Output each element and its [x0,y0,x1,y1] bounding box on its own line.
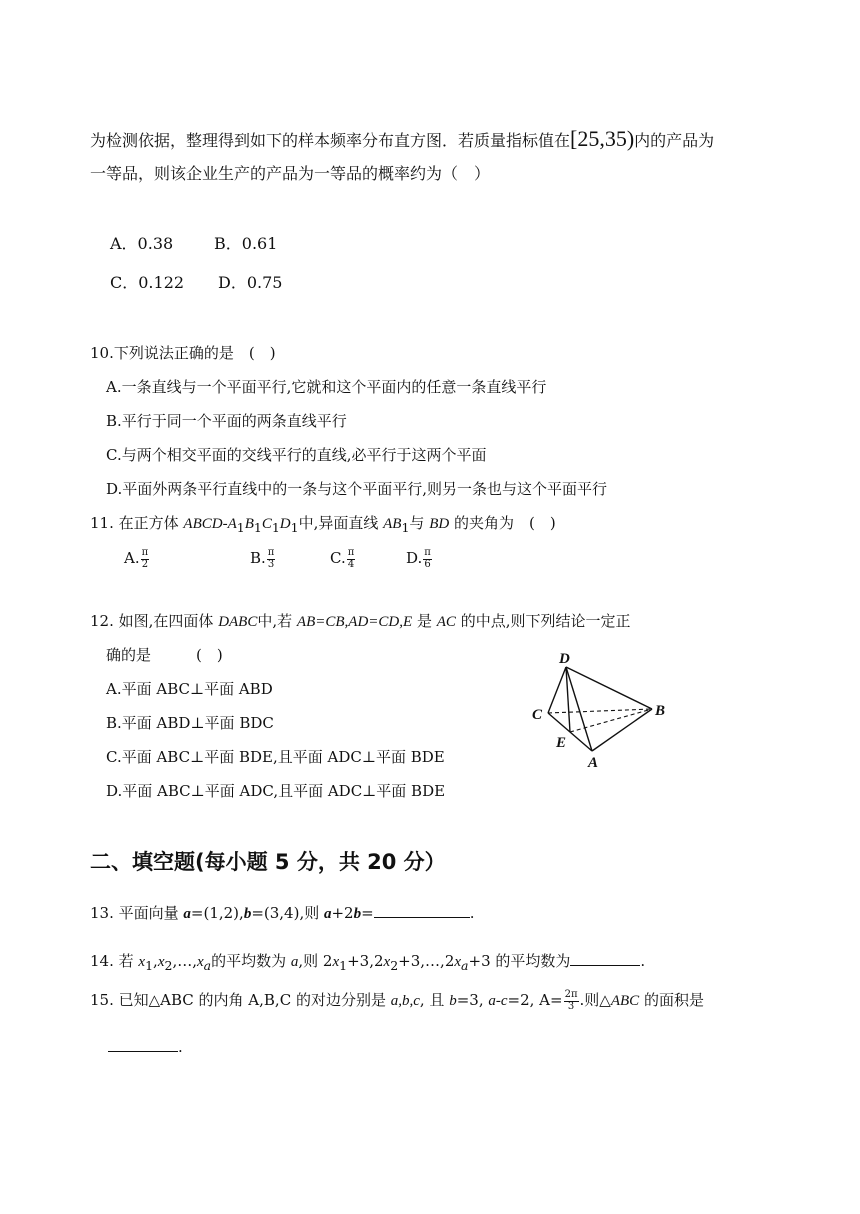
section-title: 二、填空题(每小题 5 分，共 20 分） [90,850,446,874]
q13-text: =(3,4),则 [251,904,324,922]
q11-option-a [124,548,150,570]
q9-option-d: D．0.75 [218,273,283,292]
frac-num: 2π [564,989,578,1000]
q9-line2: 一等品，则该企业生产的产品为一等品的概率约为（ ） [90,164,491,183]
var-abc: a,b,c [390,993,420,1009]
q14-sub: 2 [390,958,399,973]
q13-text: 13. 平面向量 [90,904,184,922]
q11-sub: 1 [236,520,245,535]
edge-cb-hidden [548,709,652,713]
q14-text: ,…, [172,952,197,970]
q15 [90,990,704,1012]
q12-option-d: D.平面 ABC⊥平面 ADC,且平面 ADC⊥平面 BDE [106,782,446,800]
q9-interval: [25,35) [570,126,635,151]
label-a: A [588,755,599,771]
q11-and: 与 [409,514,425,532]
frac-pi-4 [347,548,356,570]
frac-pi-6 [423,548,432,570]
q11-solid-d: D [279,516,291,532]
q9-option-a: A．0.38 [110,234,174,253]
q15-answer-line [108,1040,183,1055]
q11-solid: ABCD-A [183,516,237,532]
var-b: b [449,993,457,1009]
var-triangle: ABC [610,993,640,1009]
label-b: B [655,703,666,719]
q12-option-c: C.平面 ABC⊥平面 BDE,且平面 ADC⊥平面 BDE [106,748,445,766]
frac-pi-2 [141,548,150,570]
q11-option-b [250,548,276,570]
q9-text-a: 为检测依据，整理得到如下的样本频率分布直方图．若质量指标值在 [90,131,571,150]
q14-text: +3 的平均数为 [468,952,571,970]
q11-tail: 的夹角为 ( ) [454,514,556,532]
q11-line-ab: AB [383,516,402,532]
frac-den: 4 [347,558,355,570]
q14-sub: 1 [145,958,154,973]
q12-option-a: A.平面 ABC⊥平面 ABD [106,680,273,698]
q14-text: ,则 2 [298,952,333,970]
q15-end: . [178,1038,183,1056]
vector-b: b [243,906,252,922]
answer-blank [570,965,640,966]
q14-sub: 1 [339,958,348,973]
q11-solid-c: C [261,516,272,532]
q11-opt-label: B. [250,549,266,567]
q11-line-bd: BD [429,516,450,532]
q9-option-b: B．0.61 [214,234,278,253]
q14-end: . [640,952,646,970]
q14-sub: a [203,958,212,973]
q14-text: 14. 若 [90,952,139,970]
var-x: x [332,954,340,970]
q11-sub: 1 [290,520,299,535]
q12-text: 的中点,则下列结论一定正 [460,612,631,630]
q11-opt-label: D. [406,549,423,567]
var-x: x [383,954,391,970]
q10-stem: 10.下列说法正确的是 ( ) [90,344,276,362]
q10-option-c: C.与两个相交平面的交线平行的直线,必平行于这两个平面 [106,446,487,464]
frac-num: π [424,547,431,558]
frac-num: π [347,547,355,558]
q13 [90,906,474,922]
var-x: x [196,954,204,970]
q9-option-c: C．0.122 [110,273,185,292]
frac-pi-3 [267,548,276,570]
q15-text: 15. 已知△ABC 的内角 A,B,C 的对边分别是 [90,991,391,1009]
var-x: x [138,954,146,970]
q9-line1 [90,128,714,150]
var-a-minus-c: a-c [488,993,508,1009]
q10-option-d: D.平面外两条平行直线中的一条与这个平面平行,则另一条也与这个平面平行 [106,480,608,498]
q15-text: =2, A= [507,991,563,1009]
label-c: C [532,707,543,723]
q9-text-b: 内的产品为 [634,131,715,150]
q13-text: = [361,904,374,922]
edge-da [566,667,592,751]
q13-text: =(1,2), [190,904,244,922]
q14 [90,954,645,973]
answer-blank [108,1051,178,1052]
q11-sub: 1 [401,520,410,535]
q15-text: , 且 [419,991,450,1009]
q13-end: . [469,904,475,922]
edge-db [566,667,652,709]
frac-num: π [267,547,275,558]
label-e: E [556,735,567,751]
q14-sub: 2 [164,958,173,973]
q12-text: 是 [416,612,432,630]
q14-text: +3,…,2 [398,952,455,970]
var-a: a [290,954,299,970]
q10-option-b: B.平行于同一个平面的两条直线平行 [106,412,347,430]
q12-ac: AC [436,614,456,630]
q12-line2: 确的是 ( ) [106,646,223,664]
edge-ab [592,709,652,751]
q11-option-d [406,548,433,570]
q10-option-a: A.一条直线与一个平面平行,它就和这个平面内的任意一条直线平行 [106,378,547,396]
frac-den: 3 [567,1000,575,1012]
q15-text: .则△ [579,991,611,1009]
q12-option-b: B.平面 ABD⊥平面 BDC [106,714,274,732]
q12-condition: AB=CB,AD=CD,E [296,614,413,630]
var-x: x [454,954,462,970]
q11-sub: 1 [271,520,280,535]
q11-opt-label: A. [124,549,140,567]
q11-option-c [330,548,356,570]
frac-den: 2 [141,558,149,570]
q12-stem [90,614,630,630]
q11-mid: 中,异面直线 [298,514,379,532]
label-d: D [559,651,570,667]
q11-stem [90,516,556,535]
frac-den: 6 [424,558,431,570]
q14-sub: a [461,958,469,973]
frac-num: π [141,547,149,558]
edge-dc [548,667,566,713]
q12-text: 中,若 [257,612,293,630]
q11-opt-label: C. [330,549,346,567]
frac-2pi-3 [564,990,579,1012]
var-x: x [157,954,165,970]
q12-solid: DABC [218,614,258,630]
q11-solid-b: B [244,516,254,532]
q14-text: , [153,952,158,970]
frac-den: 3 [267,558,275,570]
q11-num: 11. 在正方体 [90,514,179,532]
vector-b: b [353,906,362,922]
q15-text: =3, [456,991,489,1009]
q15-text: 的面积是 [639,991,704,1009]
vector-a: a [323,906,332,922]
vector-a: a [183,906,191,922]
answer-blank [374,917,470,918]
q13-text: +2 [331,904,354,922]
q12-num: 12. 如图,在四面体 [90,612,214,630]
q11-sub: 1 [253,520,262,535]
q14-text: 的平均数为 [211,952,291,970]
q14-text: +3,2 [347,952,384,970]
tetrahedron-figure [520,645,680,775]
